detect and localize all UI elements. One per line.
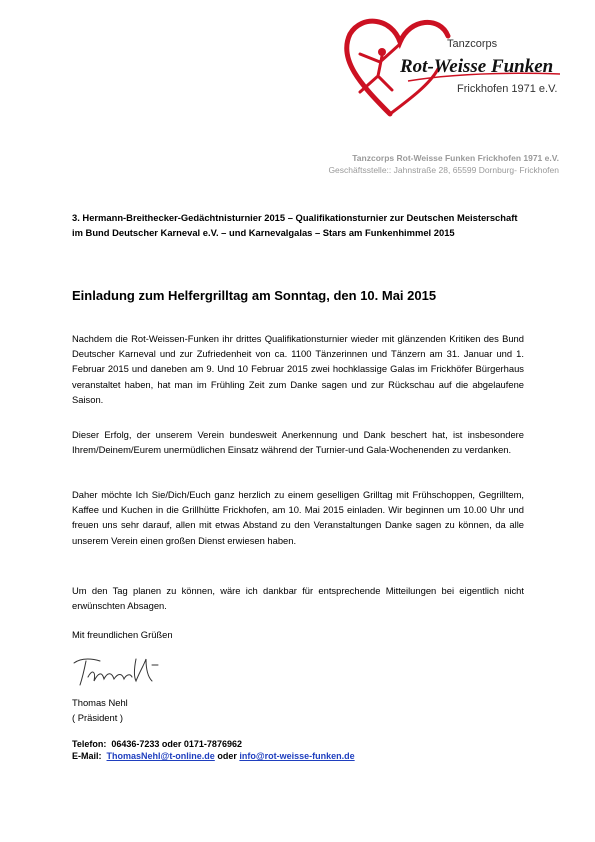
email-line	[72, 750, 355, 762]
signer-name: Thomas Nehl	[72, 697, 128, 708]
paragraph-1: Nachdem die Rot-Weissen-Funken ihr drittes Qualifikationsturnier wieder mit glänzenden Kritiken des Bund Deutscher Karneval und zur Zufriedenheit von ca. 1100 Tänzerinnen und Tänzern am 31. Januar und 1. Februar 2015 und daneben am 9. Und 10 Februar 2015 zwei hochklassige Galas im Frickhöfer Bürgerhaus veranstaltet haben, hat man im Frühling Zeit zum Danke sagen und zur Rückschau auf die abgelaufene Saison.	[72, 333, 524, 405]
signature-block	[72, 695, 524, 725]
phone-line	[72, 738, 355, 750]
handwritten-signature	[72, 651, 162, 691]
event-heading: 3. Hermann-Breithecker-Gedächtnisturnier 2015 – Qualifikationsturnier zur Deutschen Meisterschaft im Bund Deutscher Karneval e.V. – und Karnevalgalas – Stars am Funkenhimmel 2015	[72, 212, 518, 239]
logo-line1: Tanzcorps	[447, 38, 498, 50]
letter-subject: Einladung zum Helfergrilltag am Sonntag, den 10. Mai 2015	[72, 288, 437, 303]
organization-address: Geschäftsstelle:: Jahnstraße 28, 65599 Dornburg- Frickhofen	[328, 165, 559, 175]
paragraph-4: Um den Tag planen zu können, wäre ich dankbar für entsprechende Mitteilungen bei eigentlich nicht erwünschten Absagen.	[72, 585, 524, 612]
organization-header	[328, 152, 559, 176]
paragraph-2: Dieser Erfolg, der unserem Verein bundesweit Anerkennung und Dank beschert hat, ist insbesondere Ihrem/Deinem/Eurem unermüdlichen Einsatz während der Turnier-und Gala-Wochenenden zu verdanken.	[72, 429, 524, 456]
email-label: E-Mail:	[72, 751, 102, 761]
logo-line3: Frickhofen 1971 e.V.	[457, 83, 558, 95]
organization-name: Tanzcorps Rot-Weisse Funken Frickhofen 1971 e.V.	[352, 153, 559, 163]
signer-role: ( Präsident )	[72, 712, 124, 723]
closing-greeting: Mit freundlichen Grüßen	[72, 629, 173, 640]
email-separator: oder	[217, 751, 237, 761]
phone-label: Telefon:	[72, 739, 107, 749]
email-link-personal[interactable]: ThomasNehl@t-online.de	[106, 751, 215, 761]
paragraph-3: Daher möchte Ich Sie/Dich/Euch ganz herzlich zu einem geselligen Grilltag mit Frühschoppen, Gegrilltem, Kaffee und Kuchen in die Grillhütte Frickhofen, am 10. Mai 2015 einladen. Wir beginnen um 10.00 Uhr und freuen uns sehr darauf, allen mit etwas Abstand zu den Veranstaltungen Danke sagen zu können, da alle unserem Verein einen großen Dienst erwiesen haben.	[72, 489, 524, 546]
contact-info	[72, 738, 355, 762]
club-logo	[330, 14, 570, 124]
logo-line2: Rot-Weisse Funken	[400, 56, 554, 77]
phone-value: 06436-7233 oder 0171-7876962	[111, 739, 242, 749]
email-link-info[interactable]: info@rot-weisse-funken.de	[239, 751, 355, 761]
